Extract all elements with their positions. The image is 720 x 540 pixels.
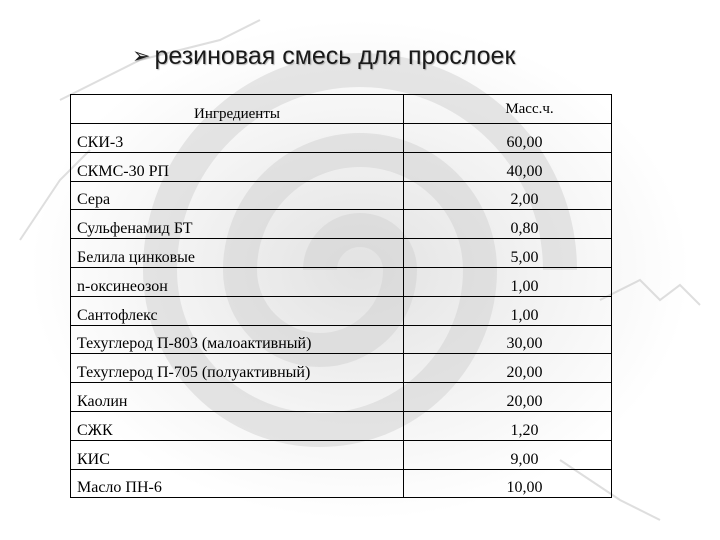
table-row bbox=[71, 325, 612, 354]
ingredient-cell: Сера bbox=[71, 181, 404, 210]
table-header-row bbox=[71, 95, 612, 124]
ingredients-table bbox=[70, 94, 612, 498]
table-row bbox=[71, 152, 612, 181]
table-row bbox=[71, 411, 612, 440]
ingredient-cell: Сантофлекс bbox=[71, 296, 404, 325]
ingredient-cell: Белила цинковые bbox=[71, 239, 404, 268]
mass-cell: 20,00 bbox=[404, 354, 612, 383]
mass-cell: 20,00 bbox=[404, 383, 612, 412]
table-row bbox=[71, 354, 612, 383]
table-row bbox=[71, 383, 612, 412]
header-mass: Масс.ч. bbox=[404, 95, 612, 124]
mass-cell: 40,00 bbox=[404, 152, 612, 181]
ingredient-cell: КИС bbox=[71, 440, 404, 469]
ingredient-cell: Масло ПН-6 bbox=[71, 469, 404, 498]
ingredient-cell: СЖК bbox=[71, 411, 404, 440]
mass-cell: 1,00 bbox=[404, 267, 612, 296]
ingredient-cell: Техуглерод П-705 (полуактивный) bbox=[71, 354, 404, 383]
table-row bbox=[71, 296, 612, 325]
mass-cell: 2,00 bbox=[404, 181, 612, 210]
mass-cell: 60,00 bbox=[404, 124, 612, 153]
table-row bbox=[71, 267, 612, 296]
mass-cell: 9,00 bbox=[404, 440, 612, 469]
table-row bbox=[71, 124, 612, 153]
table-row bbox=[71, 181, 612, 210]
table-row bbox=[71, 440, 612, 469]
ingredient-cell: СКИ-3 bbox=[71, 124, 404, 153]
table-row bbox=[71, 239, 612, 268]
mass-cell: 1,00 bbox=[404, 296, 612, 325]
mass-cell: 1,20 bbox=[404, 411, 612, 440]
ingredient-cell: СКМС-30 РП bbox=[71, 152, 404, 181]
header-ingredient: Ингредиенты bbox=[71, 95, 404, 124]
mass-cell: 30,00 bbox=[404, 325, 612, 354]
slide-title bbox=[132, 38, 515, 74]
table-row bbox=[71, 469, 612, 498]
mass-cell: 0,80 bbox=[404, 210, 612, 239]
arrow-bullet-icon: ➢ bbox=[132, 43, 151, 68]
ingredient-cell: Каолин bbox=[71, 383, 404, 412]
ingredient-cell: Техуглерод П-803 (малоактивный) bbox=[71, 325, 404, 354]
mass-cell: 10,00 bbox=[404, 469, 612, 498]
ingredient-cell: n-оксинеозон bbox=[71, 267, 404, 296]
ingredient-cell: Сульфенамид БТ bbox=[71, 210, 404, 239]
table-row bbox=[71, 210, 612, 239]
slide-title-text: резиновая смесь для прослоек bbox=[154, 41, 516, 70]
mass-cell: 5,00 bbox=[404, 239, 612, 268]
